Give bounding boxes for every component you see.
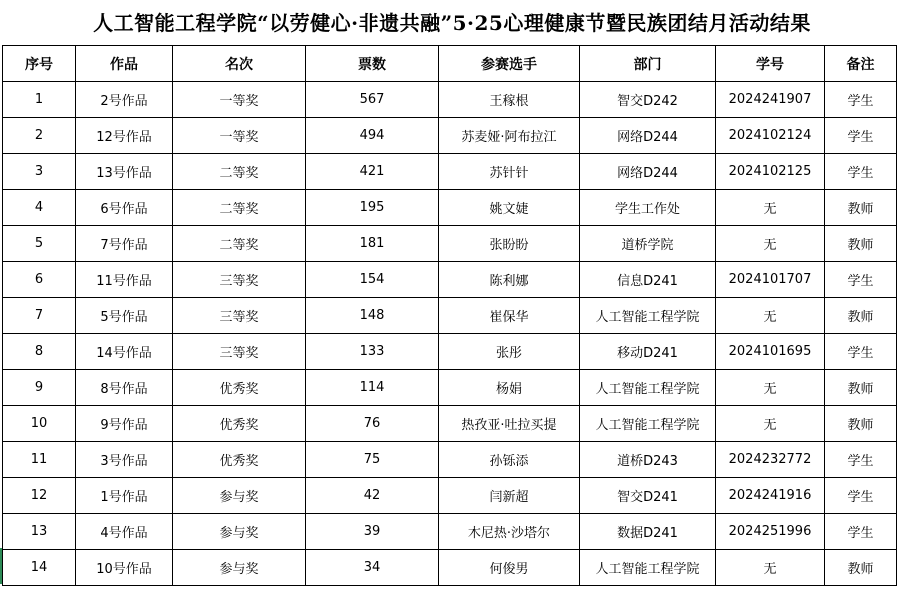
cell-work[interactable]: 5号作品 (76, 298, 173, 334)
cell-votes[interactable]: 421 (306, 154, 439, 190)
cell-work[interactable]: 14号作品 (76, 334, 173, 370)
cell-work[interactable]: 6号作品 (76, 190, 173, 226)
cell-work[interactable]: 9号作品 (76, 406, 173, 442)
cell-participant[interactable]: 苏针针 (439, 154, 580, 190)
header-cell-participant[interactable]: 参赛选手 (439, 46, 580, 82)
table-row (3, 154, 897, 190)
cell-work[interactable]: 13号作品 (76, 154, 173, 190)
cell-student-id[interactable]: 无 (716, 226, 825, 262)
cell-remark[interactable]: 学生 (825, 118, 897, 154)
cell-rank[interactable]: 优秀奖 (173, 442, 306, 478)
cell-index[interactable]: 12 (3, 478, 76, 514)
cell-rank[interactable]: 优秀奖 (173, 406, 306, 442)
cell-votes[interactable]: 195 (306, 190, 439, 226)
cell-rank[interactable]: 三等奖 (173, 262, 306, 298)
cell-index[interactable]: 6 (3, 262, 76, 298)
cell-index[interactable]: 10 (3, 406, 76, 442)
table-row (3, 82, 897, 118)
cell-index[interactable]: 14 (3, 550, 76, 586)
cell-participant[interactable]: 何俊男 (439, 550, 580, 586)
cell-votes[interactable]: 75 (306, 442, 439, 478)
cell-student-id[interactable]: 2024102124 (716, 118, 825, 154)
cell-department[interactable]: 学生工作处 (580, 190, 716, 226)
cell-work[interactable]: 3号作品 (76, 442, 173, 478)
cell-department[interactable]: 信息D241 (580, 262, 716, 298)
cell-index[interactable]: 9 (3, 370, 76, 406)
cell-rank[interactable]: 二等奖 (173, 226, 306, 262)
cell-rank[interactable]: 参与奖 (173, 478, 306, 514)
cell-remark[interactable]: 学生 (825, 82, 897, 118)
cell-index[interactable]: 13 (3, 514, 76, 550)
cell-work[interactable]: 2号作品 (76, 82, 173, 118)
table-row (3, 190, 897, 226)
cell-work[interactable]: 12号作品 (76, 118, 173, 154)
cell-student-id[interactable]: 2024101707 (716, 262, 825, 298)
cell-remark[interactable]: 教师 (825, 370, 897, 406)
cell-index[interactable]: 11 (3, 442, 76, 478)
cell-department[interactable]: 人工智能工程学院 (580, 406, 716, 442)
cell-participant[interactable]: 孙铄添 (439, 442, 580, 478)
cell-participant[interactable]: 木尼热·沙塔尔 (439, 514, 580, 550)
cell-department[interactable]: 移动D241 (580, 334, 716, 370)
cell-index[interactable]: 8 (3, 334, 76, 370)
header-cell-index[interactable]: 序号 (3, 46, 76, 82)
cell-student-id[interactable]: 2024102125 (716, 154, 825, 190)
cell-student-id[interactable]: 2024101695 (716, 334, 825, 370)
header-row (3, 46, 897, 82)
cell-votes[interactable]: 494 (306, 118, 439, 154)
table-row (3, 118, 897, 154)
cell-index[interactable]: 3 (3, 154, 76, 190)
cell-student-id[interactable]: 2024241907 (716, 82, 825, 118)
cell-rank[interactable]: 三等奖 (173, 334, 306, 370)
table-row (3, 514, 897, 550)
cell-participant[interactable]: 王稼根 (439, 82, 580, 118)
cell-votes[interactable]: 567 (306, 82, 439, 118)
cell-rank[interactable]: 一等奖 (173, 82, 306, 118)
cell-department[interactable]: 道桥学院 (580, 226, 716, 262)
cell-student-id[interactable]: 无 (716, 370, 825, 406)
cell-remark[interactable]: 学生 (825, 478, 897, 514)
cell-remark[interactable]: 学生 (825, 154, 897, 190)
cell-work[interactable]: 1号作品 (76, 478, 173, 514)
cell-student-id[interactable]: 2024241916 (716, 478, 825, 514)
cell-student-id[interactable]: 2024232772 (716, 442, 825, 478)
table-row (3, 550, 897, 586)
cell-index[interactable]: 2 (3, 118, 76, 154)
cell-participant[interactable]: 张彤 (439, 334, 580, 370)
cell-remark[interactable]: 学生 (825, 514, 897, 550)
header-cell-department[interactable]: 部门 (580, 46, 716, 82)
table-body (3, 82, 897, 586)
cell-index[interactable]: 7 (3, 298, 76, 334)
cell-work[interactable]: 10号作品 (76, 550, 173, 586)
cell-votes[interactable]: 181 (306, 226, 439, 262)
cell-rank[interactable]: 二等奖 (173, 190, 306, 226)
cell-remark[interactable]: 学生 (825, 262, 897, 298)
table-row (3, 334, 897, 370)
cell-rank[interactable]: 一等奖 (173, 118, 306, 154)
header-cell-rank[interactable]: 名次 (173, 46, 306, 82)
cell-department[interactable]: 人工智能工程学院 (580, 298, 716, 334)
cell-remark[interactable]: 学生 (825, 334, 897, 370)
header-cell-student-id[interactable]: 学号 (716, 46, 825, 82)
cell-student-id[interactable]: 无 (716, 406, 825, 442)
cell-participant[interactable]: 姚文婕 (439, 190, 580, 226)
cell-remark[interactable]: 教师 (825, 226, 897, 262)
selected-row-marker (0, 548, 2, 584)
table-row (3, 370, 897, 406)
table-row (3, 442, 897, 478)
cell-department[interactable]: 人工智能工程学院 (580, 370, 716, 406)
cell-index[interactable]: 5 (3, 226, 76, 262)
cell-work[interactable]: 8号作品 (76, 370, 173, 406)
cell-remark[interactable]: 学生 (825, 442, 897, 478)
cell-remark[interactable]: 教师 (825, 550, 897, 586)
cell-participant[interactable]: 苏麦娅·阿布拉江 (439, 118, 580, 154)
header-cell-votes[interactable]: 票数 (306, 46, 439, 82)
table-row (3, 262, 897, 298)
cell-department[interactable]: 数据D241 (580, 514, 716, 550)
cell-participant[interactable]: 张盼盼 (439, 226, 580, 262)
header-cell-remark[interactable]: 备注 (825, 46, 897, 82)
cell-votes[interactable]: 34 (306, 550, 439, 586)
cell-work[interactable]: 7号作品 (76, 226, 173, 262)
cell-votes[interactable]: 148 (306, 298, 439, 334)
cell-student-id[interactable]: 无 (716, 190, 825, 226)
cell-student-id[interactable]: 无 (716, 298, 825, 334)
table-row (3, 298, 897, 334)
cell-votes[interactable]: 133 (306, 334, 439, 370)
header-cell-work[interactable]: 作品 (76, 46, 173, 82)
cell-index[interactable]: 4 (3, 190, 76, 226)
cell-student-id[interactable]: 无 (716, 550, 825, 586)
sheet-title: 人工智能工程学院“以劳健心·非遗共融”5·25心理健康节暨民族团结月活动结果 (93, 11, 811, 35)
cell-rank[interactable]: 参与奖 (173, 550, 306, 586)
cell-votes[interactable]: 42 (306, 478, 439, 514)
cell-department[interactable]: 智交D242 (580, 82, 716, 118)
cell-work[interactable]: 11号作品 (76, 262, 173, 298)
cell-participant[interactable]: 崔保华 (439, 298, 580, 334)
cell-participant[interactable]: 杨娟 (439, 370, 580, 406)
cell-index[interactable]: 1 (3, 82, 76, 118)
cell-votes[interactable]: 76 (306, 406, 439, 442)
cell-student-id[interactable]: 2024251996 (716, 514, 825, 550)
cell-department[interactable]: 智交D241 (580, 478, 716, 514)
cell-remark[interactable]: 教师 (825, 406, 897, 442)
cell-department[interactable]: 网络D244 (580, 154, 716, 190)
table-row (3, 406, 897, 442)
cell-department[interactable]: 网络D244 (580, 118, 716, 154)
cell-participant[interactable]: 陈利娜 (439, 262, 580, 298)
cell-remark[interactable]: 教师 (825, 190, 897, 226)
cell-remark[interactable]: 教师 (825, 298, 897, 334)
cell-department[interactable]: 道桥D243 (580, 442, 716, 478)
cell-rank[interactable]: 参与奖 (173, 514, 306, 550)
cell-votes[interactable]: 39 (306, 514, 439, 550)
cell-work[interactable]: 4号作品 (76, 514, 173, 550)
cell-department[interactable]: 人工智能工程学院 (580, 550, 716, 586)
cell-participant[interactable]: 热孜亚·吐拉买提 (439, 406, 580, 442)
table-row (3, 226, 897, 262)
cell-votes[interactable]: 154 (306, 262, 439, 298)
cell-rank[interactable]: 三等奖 (173, 298, 306, 334)
cell-rank[interactable]: 二等奖 (173, 154, 306, 190)
cell-votes[interactable]: 114 (306, 370, 439, 406)
table-row (3, 478, 897, 514)
cell-rank[interactable]: 优秀奖 (173, 370, 306, 406)
results-table (2, 45, 897, 586)
cell-participant[interactable]: 闫新超 (439, 478, 580, 514)
